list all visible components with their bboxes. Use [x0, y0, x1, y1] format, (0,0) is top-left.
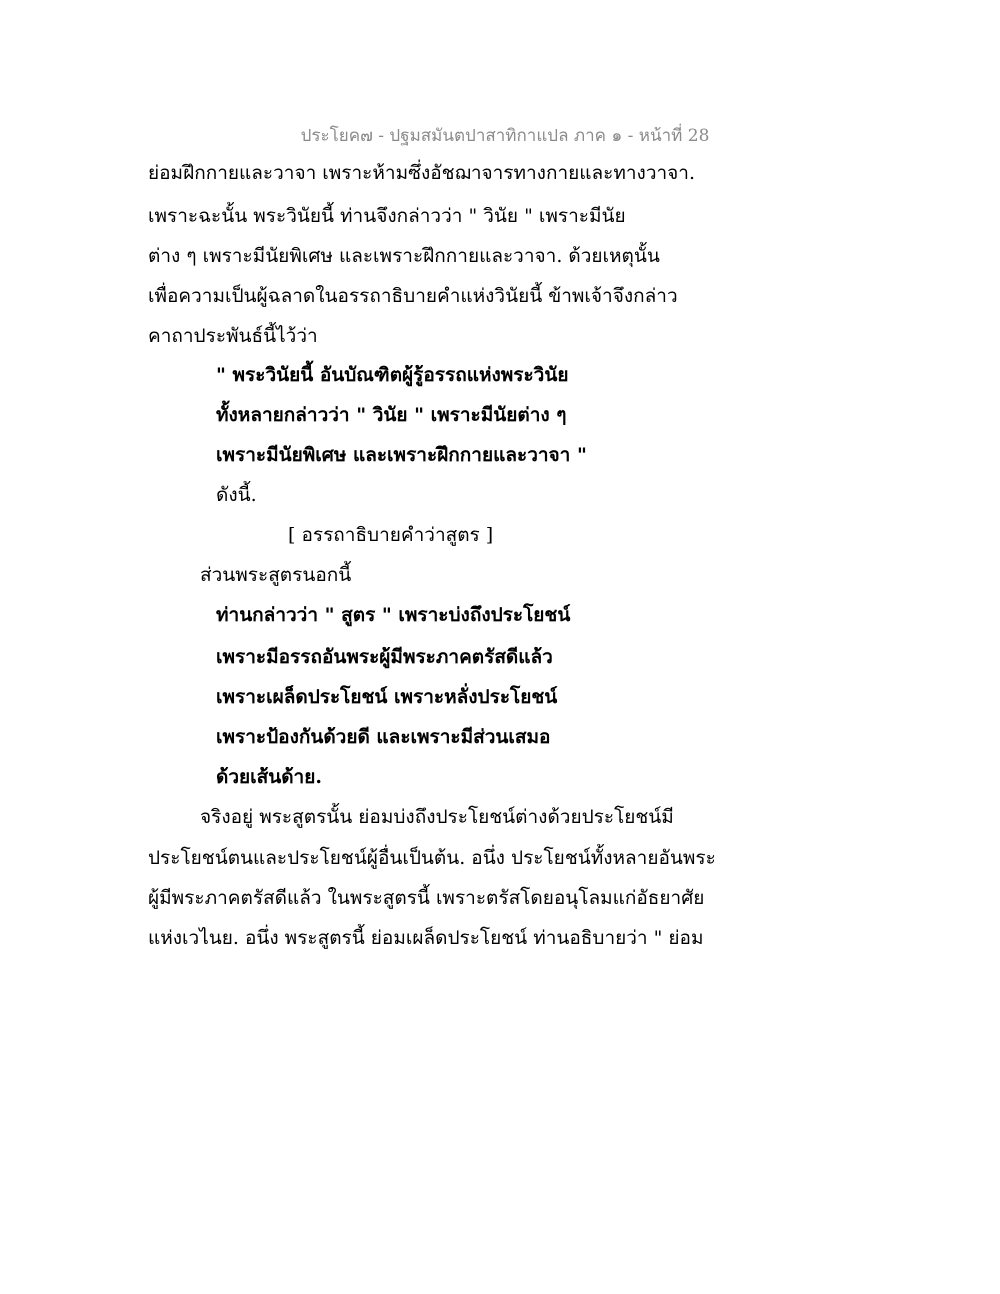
page-header: ประโยค๗ - ปฐมสมันตปาสาทิกาแปล ภาค ๑ - หน้าที่ 28	[300, 126, 710, 146]
paragraph-line: คาถาประพันธ์นี้ไว้ว่า	[148, 325, 318, 347]
paragraph-intro: ส่วนพระสูตรนอกนี้	[200, 564, 352, 586]
paragraph-line: ต่าง ๆ เพราะมีนัยพิเศษ และเพราะฝึกกายและวาจา. ด้วยเหตุนั้น	[148, 245, 660, 267]
verse-line: " พระวินัยนี้ อันบัณฑิตผู้รู้อรรถแห่งพระวินัย	[216, 364, 569, 386]
paragraph-line: ย่อมฝึกกายและวาจา เพราะห้ามซึ่งอัชฌาจารทางกายและทางวาจา.	[148, 162, 696, 184]
verse-line: ทั้งหลายกล่าวว่า " วินัย " เพราะมีนัยต่าง ๆ	[216, 404, 567, 426]
paragraph-line: เพื่อความเป็นผู้ฉลาดในอรรถาธิบายคำแห่งวินัยนี้ ข้าพเจ้าจึงกล่าว	[148, 285, 678, 307]
paragraph-line: เพราะฉะนั้น พระวินัยนี้ ท่านจึงกล่าวว่า " วินัย " เพราะมีนัย	[148, 205, 626, 227]
verse-line: เพราะมีอรรถอันพระผู้มีพระภาคตรัสดีแล้ว	[216, 646, 553, 668]
verse-line: เพราะเผล็ดประโยชน์ เพราะหลั่งประโยชน์	[216, 686, 558, 708]
paragraph-line: แห่งเวไนย. อนึ่ง พระสูตรนี้ ย่อมเผล็ดประโยชน์ ท่านอธิบายว่า " ย่อม	[148, 927, 704, 949]
verse-line: เพราะป้องกันด้วยดี และเพราะมีส่วนเสมอ	[216, 726, 551, 748]
section-subheading: [ อรรถาธิบายคำว่าสูตร ]	[288, 524, 494, 546]
verse-closing: ดังนี้.	[216, 484, 257, 506]
paragraph-line: ผู้มีพระภาคตรัสดีแล้ว ในพระสูตรนี้ เพราะตรัสโดยอนุโลมแก่อัธยาศัย	[148, 887, 705, 909]
paragraph-line: จริงอยู่ พระสูตรนั้น ย่อมบ่งถึงประโยชน์ต่างด้วยประโยชน์มี	[200, 806, 674, 828]
paragraph-line: ประโยชน์ตนและประโยชน์ผู้อื่นเป็นต้น. อนึ่ง ประโยชน์ทั้งหลายอันพระ	[148, 847, 716, 869]
verse-line: ท่านกล่าวว่า " สูตร " เพราะบ่งถึงประโยชน์	[216, 604, 571, 626]
verse-line: ด้วยเส้นด้าย.	[216, 766, 322, 788]
verse-line: เพราะมีนัยพิเศษ และเพราะฝึกกายและวาจา "	[216, 444, 587, 466]
